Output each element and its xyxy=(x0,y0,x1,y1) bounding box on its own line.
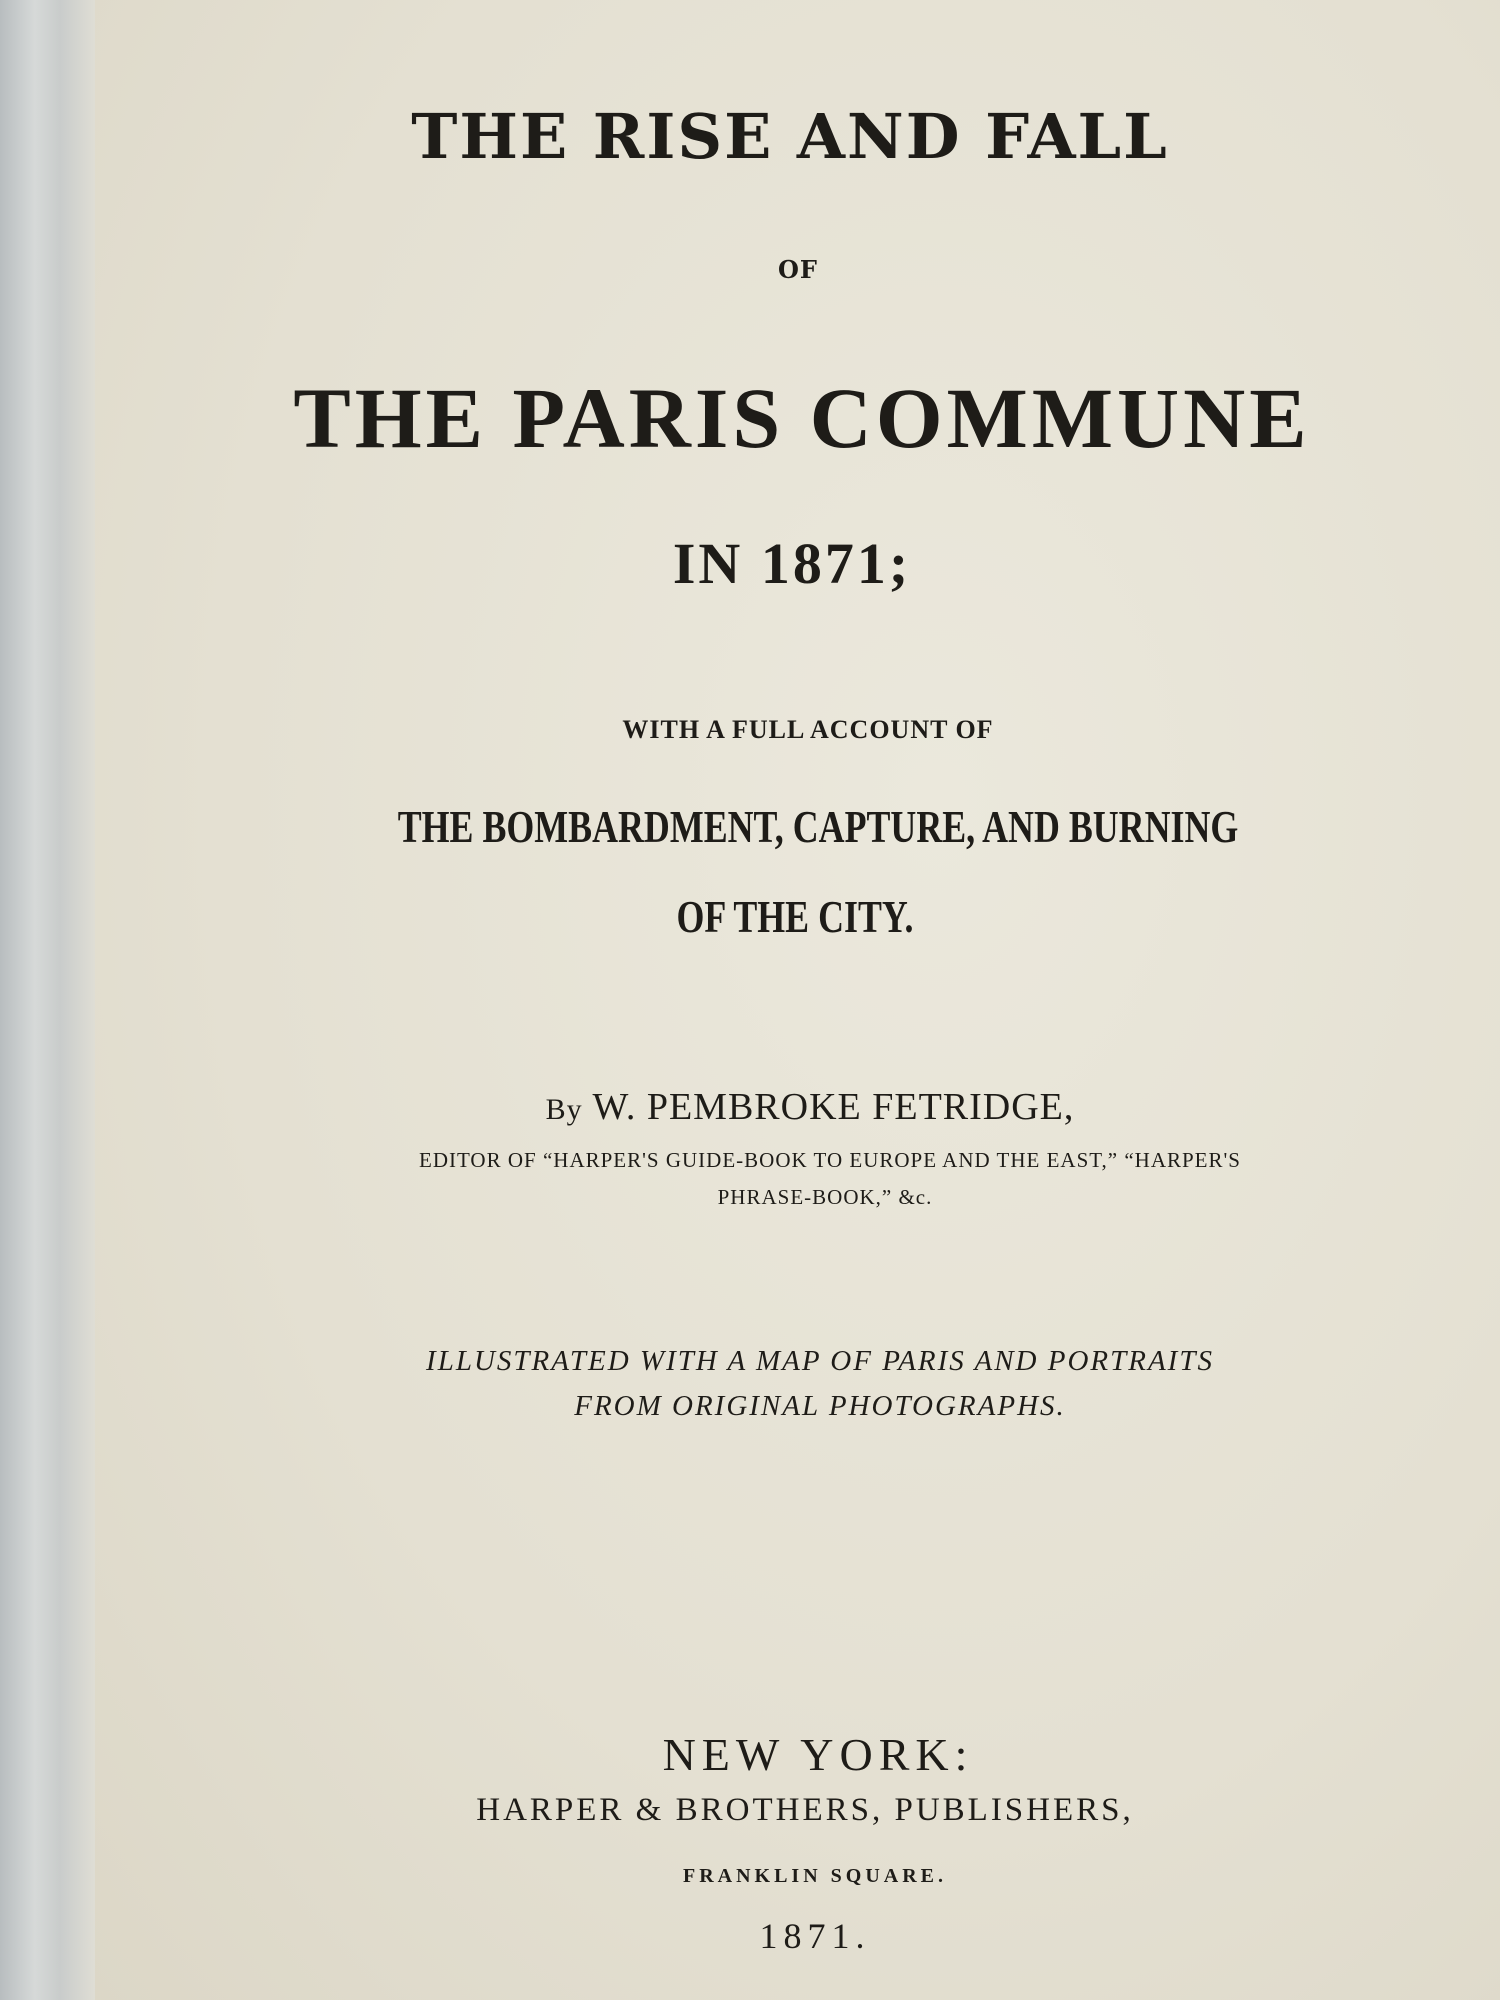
illustration-note-line-1: ILLUSTRATED WITH A MAP OF PARIS AND PORTRAITS xyxy=(426,1345,1214,1377)
author-credit-line-2: PHRASE-BOOK,” &c. xyxy=(717,1185,933,1209)
subtitle-line-2: OF THE CITY. xyxy=(676,891,914,942)
imprint-publisher: HARPER & BROTHERS, PUBLISHERS, xyxy=(476,1792,1134,1828)
title-line-2: THE PARIS COMMUNE xyxy=(293,370,1311,466)
title-page xyxy=(95,0,1500,2000)
title-line-1: THE RISE AND FALL xyxy=(411,100,1169,173)
illustration-note-line-2: FROM ORIGINAL PHOTOGRAPHS. xyxy=(574,1390,1066,1422)
title-line-3: IN 1871; xyxy=(672,531,912,596)
title-of: OF xyxy=(778,255,818,284)
subtitle-intro: WITH A FULL ACCOUNT OF xyxy=(622,715,994,744)
book-gutter xyxy=(0,0,100,2000)
author-credit-line-1: EDITOR OF “HARPER'S GUIDE-BOOK TO EUROPE AND THE EAST,” “HARPER'S xyxy=(419,1148,1241,1172)
author-by: By xyxy=(545,1093,583,1126)
imprint-address: FRANKLIN SQUARE. xyxy=(682,1865,948,1887)
imprint-year: 1871. xyxy=(759,1916,871,1956)
author-name: W. PEMBROKE FETRIDGE, xyxy=(592,1086,1075,1128)
imprint-city: NEW YORK: xyxy=(662,1729,974,1780)
author-line xyxy=(60,1085,1500,1129)
subtitle-line-1: THE BOMBARDMENT, CAPTURE, AND BURNING xyxy=(397,801,1239,852)
